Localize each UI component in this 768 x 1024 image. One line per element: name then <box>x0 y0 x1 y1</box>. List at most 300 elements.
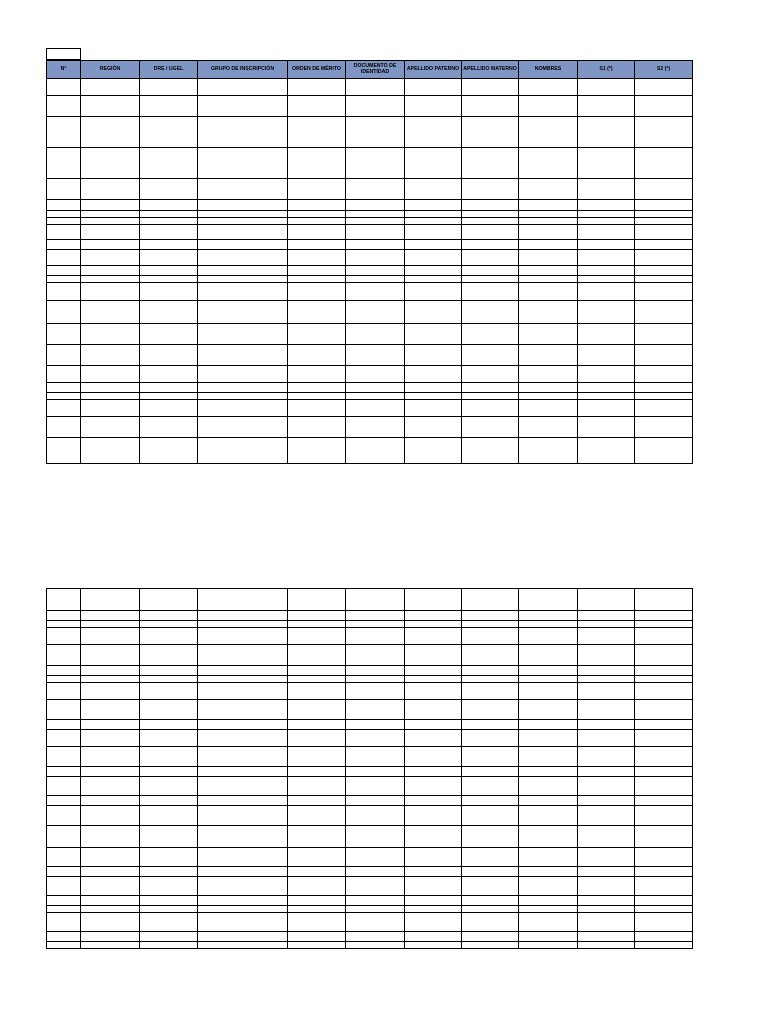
table-cell <box>635 218 693 225</box>
table-cell <box>140 400 198 417</box>
table-cell <box>140 676 198 683</box>
table-cell <box>140 777 198 796</box>
table-cell <box>635 79 693 96</box>
table-cell <box>405 324 462 345</box>
table-row <box>47 676 693 683</box>
table-cell <box>462 676 519 683</box>
table-cell <box>462 250 519 266</box>
table-row <box>47 848 693 867</box>
table-cell <box>140 913 198 932</box>
table-cell <box>462 366 519 383</box>
table-cell <box>288 276 346 283</box>
table-cell <box>405 666 462 676</box>
table-cell <box>405 942 462 949</box>
header-cell: APELLIDO MATERNO <box>462 61 519 79</box>
table-cell <box>288 393 346 400</box>
merit-table-bottom <box>46 588 693 949</box>
table-cell <box>198 683 288 700</box>
table-cell <box>198 913 288 932</box>
table-cell <box>635 589 693 611</box>
table-cell <box>288 240 346 250</box>
table-cell <box>47 79 81 96</box>
table-cell <box>47 806 81 826</box>
table-cell <box>578 621 635 628</box>
table-cell <box>288 867 346 877</box>
table-cell <box>578 848 635 867</box>
table-cell <box>288 438 346 464</box>
table-cell <box>405 266 462 276</box>
table-cell <box>81 767 140 777</box>
table-cell <box>47 777 81 796</box>
table-cell <box>578 383 635 393</box>
table-cell <box>288 301 346 324</box>
table-cell <box>635 747 693 767</box>
table-cell <box>198 867 288 877</box>
table-cell <box>288 417 346 438</box>
table-cell <box>81 324 140 345</box>
table-cell <box>462 276 519 283</box>
table-cell <box>288 683 346 700</box>
table-row <box>47 683 693 700</box>
table-cell <box>288 96 346 117</box>
table-cell <box>519 218 578 225</box>
table-cell <box>462 747 519 767</box>
table-cell <box>462 621 519 628</box>
table-cell <box>198 417 288 438</box>
header-cell: REGIÓN <box>81 61 140 79</box>
table-cell <box>519 117 578 148</box>
table-row <box>47 628 693 645</box>
table-cell <box>81 796 140 806</box>
table-cell <box>81 96 140 117</box>
table-cell <box>288 877 346 896</box>
table-cell <box>519 240 578 250</box>
table-row <box>47 218 693 225</box>
table-cell <box>635 683 693 700</box>
table-cell <box>81 240 140 250</box>
table-cell <box>462 225 519 240</box>
table-cell <box>198 266 288 276</box>
table-cell <box>578 400 635 417</box>
table-cell <box>288 345 346 366</box>
table-cell <box>198 730 288 747</box>
table-cell <box>405 79 462 96</box>
table-cell <box>462 942 519 949</box>
table-cell <box>81 218 140 225</box>
table-cell <box>81 913 140 932</box>
table-cell <box>519 211 578 218</box>
table-cell <box>198 906 288 913</box>
table-cell <box>198 826 288 848</box>
table-cell <box>519 628 578 645</box>
table-cell <box>288 200 346 211</box>
table-cell <box>405 683 462 700</box>
table-cell <box>346 79 405 96</box>
table-cell <box>346 179 405 200</box>
table-cell <box>635 276 693 283</box>
table-row <box>47 79 693 96</box>
table-row <box>47 366 693 383</box>
table-cell <box>578 366 635 383</box>
header-cell: DOCUMENTO DE IDENTIDAD <box>346 61 405 79</box>
table-cell <box>47 826 81 848</box>
table-cell <box>198 877 288 896</box>
table-row <box>47 942 693 949</box>
table-cell <box>47 225 81 240</box>
table-cell <box>578 324 635 345</box>
table-cell <box>140 645 198 666</box>
table-cell <box>288 179 346 200</box>
table-cell <box>346 683 405 700</box>
table-cell <box>578 767 635 777</box>
table-row <box>47 345 693 366</box>
table-cell <box>346 366 405 383</box>
table-cell <box>198 211 288 218</box>
table-cell <box>346 942 405 949</box>
table-cell <box>346 383 405 393</box>
table-cell <box>47 730 81 747</box>
table-cell <box>140 393 198 400</box>
table-cell <box>578 345 635 366</box>
table-row <box>47 796 693 806</box>
table-cell <box>462 666 519 676</box>
table-cell <box>462 179 519 200</box>
table-cell <box>405 777 462 796</box>
table-cell <box>462 240 519 250</box>
table-cell <box>198 179 288 200</box>
table-cell <box>198 666 288 676</box>
table-cell <box>47 240 81 250</box>
table-cell <box>198 324 288 345</box>
table-cell <box>47 747 81 767</box>
table-cell <box>635 867 693 877</box>
table-cell <box>635 730 693 747</box>
table-cell <box>405 200 462 211</box>
table-cell <box>462 218 519 225</box>
table-cell <box>635 942 693 949</box>
table-cell <box>405 730 462 747</box>
table-cell <box>462 913 519 932</box>
table-cell <box>405 628 462 645</box>
header-cell: S2 (*) <box>635 61 693 79</box>
table-cell <box>346 676 405 683</box>
table-cell <box>635 438 693 464</box>
table-cell <box>405 438 462 464</box>
table-cell <box>519 877 578 896</box>
table-cell <box>519 148 578 179</box>
table-cell <box>519 96 578 117</box>
table-cell <box>635 200 693 211</box>
table-cell <box>47 393 81 400</box>
table-cell <box>81 283 140 301</box>
table-cell <box>140 906 198 913</box>
table-cell <box>578 906 635 913</box>
table-cell <box>462 393 519 400</box>
table-cell <box>405 400 462 417</box>
table-cell <box>288 826 346 848</box>
table-cell <box>346 877 405 896</box>
table-cell <box>405 148 462 179</box>
table-cell <box>198 345 288 366</box>
table-cell <box>198 218 288 225</box>
table-cell <box>405 747 462 767</box>
header-cell: DRE / UGEL <box>140 61 198 79</box>
table-cell <box>47 400 81 417</box>
table-cell <box>578 942 635 949</box>
table-cell <box>140 806 198 826</box>
table-cell <box>462 283 519 301</box>
table-cell <box>578 79 635 96</box>
table-cell <box>462 767 519 777</box>
table-cell <box>405 383 462 393</box>
table-cell <box>198 589 288 611</box>
table-cell <box>288 611 346 621</box>
table-cell <box>635 621 693 628</box>
table-cell <box>198 700 288 720</box>
table-cell <box>519 683 578 700</box>
table-cell <box>462 932 519 942</box>
table-cell <box>519 393 578 400</box>
table-cell <box>405 621 462 628</box>
table-cell <box>47 218 81 225</box>
table-cell <box>288 806 346 826</box>
table-cell <box>405 276 462 283</box>
table-cell <box>462 383 519 393</box>
table-cell <box>346 700 405 720</box>
table-cell <box>519 179 578 200</box>
table-cell <box>81 720 140 730</box>
table-row <box>47 400 693 417</box>
table-cell <box>405 906 462 913</box>
table-cell <box>346 117 405 148</box>
table-cell <box>519 932 578 942</box>
table-cell <box>346 867 405 877</box>
header-cell: APELLIDO PATERNO <box>405 61 462 79</box>
table-cell <box>140 383 198 393</box>
table-cell <box>140 179 198 200</box>
table-cell <box>346 645 405 666</box>
table-cell <box>578 867 635 877</box>
table-cell <box>519 366 578 383</box>
table-cell <box>635 117 693 148</box>
table-cell <box>81 628 140 645</box>
table-cell <box>81 896 140 906</box>
table-cell <box>140 117 198 148</box>
table-cell <box>198 79 288 96</box>
table-cell <box>47 383 81 393</box>
table-cell <box>346 747 405 767</box>
table-cell <box>346 345 405 366</box>
table-cell <box>578 117 635 148</box>
table-cell <box>519 345 578 366</box>
table-cell <box>346 896 405 906</box>
table-cell <box>405 117 462 148</box>
table-cell <box>462 730 519 747</box>
table-row <box>47 117 693 148</box>
table-cell <box>635 393 693 400</box>
table-cell <box>140 848 198 867</box>
table-cell <box>47 877 81 896</box>
table-row <box>47 211 693 218</box>
table-cell <box>81 621 140 628</box>
table-cell <box>47 628 81 645</box>
table-row <box>47 645 693 666</box>
table-cell <box>140 611 198 621</box>
table-cell <box>405 301 462 324</box>
table-cell <box>140 896 198 906</box>
table-cell <box>405 240 462 250</box>
table-cell <box>635 906 693 913</box>
table-cell <box>405 417 462 438</box>
table-row <box>47 96 693 117</box>
header-cell: S1 (*) <box>578 61 635 79</box>
table-cell <box>288 913 346 932</box>
table-cell <box>578 276 635 283</box>
table-cell <box>578 683 635 700</box>
table-cell <box>578 896 635 906</box>
table-cell <box>519 417 578 438</box>
table-cell <box>198 240 288 250</box>
table-cell <box>288 796 346 806</box>
table-cell <box>346 301 405 324</box>
table-cell <box>578 211 635 218</box>
table-row <box>47 777 693 796</box>
table-cell <box>288 932 346 942</box>
table-row <box>47 393 693 400</box>
header-cell: GRUPO DE INSCRIPCIÓN <box>198 61 288 79</box>
table-cell <box>635 767 693 777</box>
table-cell <box>288 666 346 676</box>
table-cell <box>47 621 81 628</box>
table-cell <box>346 96 405 117</box>
header-row <box>47 61 693 79</box>
table-cell <box>346 730 405 747</box>
table-cell <box>346 621 405 628</box>
table-cell <box>140 301 198 324</box>
table-cell <box>578 266 635 276</box>
table-cell <box>578 179 635 200</box>
table-cell <box>635 826 693 848</box>
table-cell <box>635 796 693 806</box>
table-cell <box>47 283 81 301</box>
table-cell <box>140 621 198 628</box>
table-cell <box>81 826 140 848</box>
table-cell <box>578 225 635 240</box>
table-cell <box>462 896 519 906</box>
table-cell <box>47 438 81 464</box>
table-cell <box>198 225 288 240</box>
table-row <box>47 438 693 464</box>
table-cell <box>47 276 81 283</box>
table-cell <box>288 225 346 240</box>
table-cell <box>288 400 346 417</box>
table-row <box>47 383 693 393</box>
table-cell <box>346 400 405 417</box>
table-cell <box>346 932 405 942</box>
table-cell <box>346 211 405 218</box>
table-cell <box>405 225 462 240</box>
table-cell <box>635 345 693 366</box>
table-cell <box>462 345 519 366</box>
table-cell <box>519 700 578 720</box>
table-cell <box>288 777 346 796</box>
table-cell <box>140 942 198 949</box>
table-cell <box>47 417 81 438</box>
table-cell <box>578 877 635 896</box>
table-cell <box>405 867 462 877</box>
table-cell <box>198 283 288 301</box>
table-cell <box>519 906 578 913</box>
table-cell <box>405 767 462 777</box>
table-cell <box>47 211 81 218</box>
table-cell <box>346 826 405 848</box>
merit-table-top <box>46 60 693 464</box>
table-cell <box>81 117 140 148</box>
table-cell <box>346 393 405 400</box>
table-cell <box>519 896 578 906</box>
table-cell <box>140 683 198 700</box>
table-cell <box>81 79 140 96</box>
table-cell <box>47 942 81 949</box>
table-cell <box>519 730 578 747</box>
table-cell <box>140 796 198 806</box>
table-cell <box>288 720 346 730</box>
table-cell <box>81 179 140 200</box>
header-cell: NOMBRES <box>519 61 578 79</box>
table-row <box>47 324 693 345</box>
table-cell <box>635 179 693 200</box>
table-cell <box>140 666 198 676</box>
table-row <box>47 240 693 250</box>
table-cell <box>81 417 140 438</box>
table-cell <box>81 400 140 417</box>
table-cell <box>405 877 462 896</box>
table-cell <box>198 796 288 806</box>
table-cell <box>346 720 405 730</box>
table-cell <box>140 700 198 720</box>
table-cell <box>288 366 346 383</box>
table-row <box>47 417 693 438</box>
table-cell <box>578 826 635 848</box>
table-cell <box>405 720 462 730</box>
table-cell <box>81 932 140 942</box>
table-cell <box>47 683 81 700</box>
table-cell <box>47 676 81 683</box>
table-cell <box>47 366 81 383</box>
table-cell <box>47 96 81 117</box>
table-cell <box>578 218 635 225</box>
table-cell <box>81 942 140 949</box>
table-cell <box>462 400 519 417</box>
table-cell <box>578 250 635 266</box>
table-row <box>47 913 693 932</box>
table-cell <box>635 383 693 393</box>
empty-header-box <box>46 48 81 60</box>
table-cell <box>519 826 578 848</box>
table-cell <box>47 932 81 942</box>
table-cell <box>635 417 693 438</box>
table-cell <box>346 218 405 225</box>
table-cell <box>519 720 578 730</box>
table-cell <box>81 250 140 266</box>
table-cell <box>519 777 578 796</box>
table-cell <box>288 700 346 720</box>
table-cell <box>578 913 635 932</box>
table-cell <box>346 666 405 676</box>
table-cell <box>635 666 693 676</box>
table-cell <box>81 683 140 700</box>
table-cell <box>140 283 198 301</box>
